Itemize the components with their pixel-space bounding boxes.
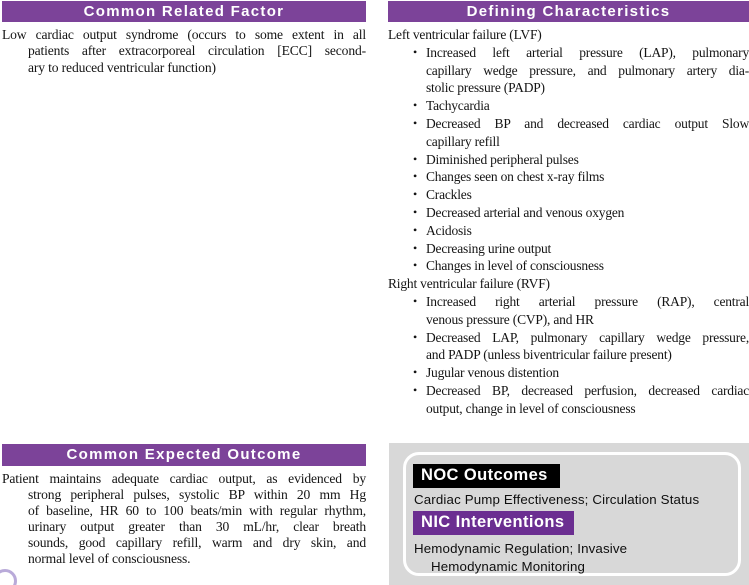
text-line-content: Left ventricular failure (LVF) [388,27,542,42]
defining-characteristics-list [388,26,749,418]
bullet-icon: • [413,258,418,273]
text-line [388,382,749,400]
bullet-icon: • [413,365,418,380]
text-line [2,535,366,551]
related-factor-text [2,27,366,76]
text-line [2,60,366,76]
header-bar-common-expected-outcome: Common Expected Outcome [2,444,366,466]
text-line-content: patients after extracorporeal circulation [ECC] second- [28,43,366,59]
noc-outcomes-bar: NOC Outcomes [413,464,560,488]
text-line-content: and PADP (unless biventricular failure present) [426,347,672,363]
text-line [388,204,749,222]
text-line [388,400,749,418]
text-line-content: Increased right arterial pressure (RAP), central [426,293,749,309]
text-line [2,551,366,567]
text-line [388,44,749,62]
text-line-content: Crackles [426,187,472,203]
text-line [388,115,749,133]
page-corner-artifact [0,569,17,585]
text-line-content: urinary output greater than 30 mL/hr, clear breath [28,519,366,535]
text-line-content: of baseline, HR 60 to 100 beats/min with regular rhythm, [28,503,366,519]
text-line [388,168,749,186]
bullet-icon: • [413,169,418,184]
bullet-icon: • [413,98,418,113]
text-line [2,43,366,59]
bullet-icon: • [413,222,418,237]
text-line-content: capillary refill [426,133,500,149]
bullet-icon: • [413,240,418,255]
text-line [2,27,366,43]
text-line [388,275,749,293]
noc-nic-card [403,452,741,576]
text-line [2,519,366,535]
text-line [388,257,749,275]
text-line [388,79,749,97]
bullet-icon: • [413,204,418,219]
text-line-content: Changes in level of consciousness [426,258,604,274]
text-line [388,346,749,364]
text-line-content: venous pressure (CVP), and HR [426,311,594,327]
text-line [388,26,749,44]
text-line [388,311,749,329]
bullet-icon: • [413,329,418,344]
bullet-icon: • [413,382,418,397]
text-line-content: stolic pressure (PADP) [426,80,545,96]
bullet-icon: • [413,151,418,166]
text-line [2,471,366,487]
text-line-content: sounds, good capillary refill, warm and dry skin, and [28,535,366,551]
header-bar-defining-characteristics: Defining Characteristics [388,1,749,22]
noc-outcomes-text: Cardiac Pump Effectiveness; Circulation Status [414,492,700,507]
text-line [388,329,749,347]
header-bar-common-related-factor: Common Related Factor [2,1,366,22]
text-line-content: output, change in level of consciousness [426,400,636,416]
text-line-content: Decreasing urine output [426,240,552,256]
section-common-expected-outcome [2,444,366,568]
expected-outcome-text [2,471,366,568]
text-line-content: strong peripheral pulses, systolic BP within 20 mm Hg [28,487,366,503]
text-line-content: Low cardiac output syndrome (occurs to some extent in all [2,27,366,42]
text-line-content: Patient maintains adequate cardiac output, as evidenced by [2,471,366,486]
text-line [388,222,749,240]
nic-interventions-text [414,540,738,576]
text-line-content: capillary wedge pressure, and pulmonary artery dia- [426,62,749,78]
section-defining-characteristics [388,1,749,418]
text-line [388,133,749,151]
text-line-content: Increased left arterial pressure (LAP), pulmonary [426,44,749,60]
text-line [388,240,749,258]
text-line-content: Changes seen on chest x-ray films [426,169,605,185]
nic-interventions-bar: NIC Interventions [413,511,574,535]
text-line [414,540,738,558]
text-line-content: Hemodynamic Monitoring [431,559,586,574]
text-line-content: Hemodynamic Regulation; Invasive [414,541,628,556]
text-line-content: Tachycardia [426,98,490,114]
bullet-icon: • [413,115,418,130]
section-common-related-factor [2,1,366,76]
text-line-content: Right ventricular failure (RVF) [388,276,550,292]
text-line-content: Jugular venous distention [426,365,559,381]
text-line [2,503,366,519]
text-line-content: Acidosis [426,222,472,238]
text-line-content: Diminished peripheral pulses [426,151,579,167]
text-line-content: Decreased arterial and venous oxygen [426,204,625,220]
text-line-content: Decreased LAP, pulmonary capillary wedge pressure, [426,329,749,345]
bullet-icon: • [413,187,418,202]
text-line-content: Decreased BP, decreased perfusion, decreased cardiac [426,382,749,398]
text-line [388,293,749,311]
text-line-content: ary to reduced ventricular function) [28,59,216,75]
noc-nic-panel [389,443,749,585]
text-line [2,487,366,503]
text-line-content: Decreased BP and decreased cardiac output Slow [426,115,749,131]
text-line [388,62,749,80]
bullet-icon: • [413,293,418,308]
text-line [414,558,738,576]
text-line [388,186,749,204]
text-line [388,364,749,382]
bullet-icon: • [413,44,418,59]
text-line [388,151,749,169]
text-line [388,97,749,115]
text-line-content: normal level of consciousness. [28,551,191,567]
